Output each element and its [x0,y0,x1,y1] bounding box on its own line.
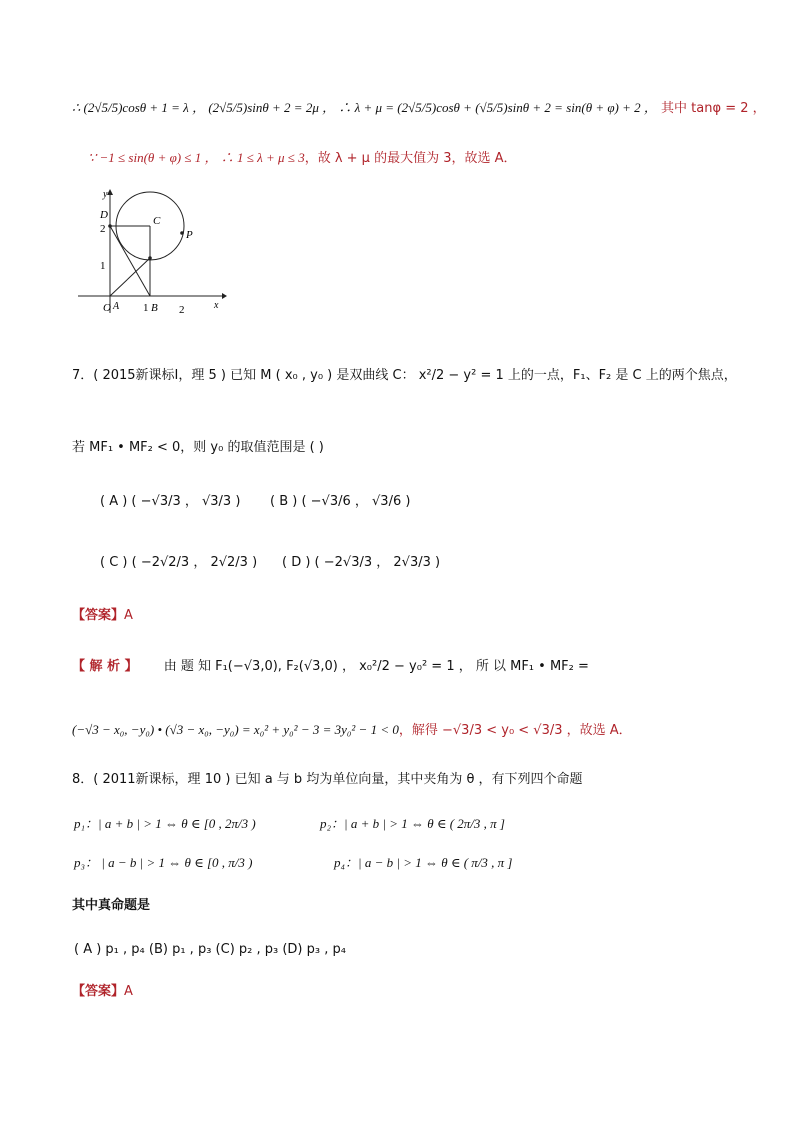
q7-analysis-line2: (−√3 − x₀, −y₀) • (√3 − x₀, −y₀) = x₀² + y₀² − 3 = 3y₀² − 1 < 0，解得 −√3/3 < y₀ < √3/3 ，故选 A． [72,722,632,738]
q8-options: ( A ) p₁ , p₄ (B) p₁ , p₃ (C) p₂ , p₃ (D) p₃ , p₄ [74,942,346,957]
q7-stem2: 若 MF₁ • MF₂ < 0，则 y₀ 的取值范围是 ( ) [72,440,324,455]
q7-answer: 【答案】A [72,608,133,623]
q8-answer: 【答案】A [72,984,133,999]
q8-stem: 8．( 2011新课标，理 10 ) 已知 a 与 b 均为单位向量，其中夹角为 θ ，有下列四个命题 [72,772,583,787]
fig-label-y: y [103,189,108,200]
q8-p1: p₁：| a + b | > 1 ⇔ θ ∈ [0 , 2π/3 ) [74,816,256,831]
q7-stem1: 7．( 2015新课标I，理 5 ) 已知 M ( x₀ , y₀ ) 是双曲线 C： x²/2 − y² = 1 上的一点，F₁、F₂ 是 C 上的两个焦点， [72,368,737,383]
q8-p4: p₄：| a − b | > 1 ⇔ θ ∈ ( π/3 , π ] [334,855,513,870]
q6-figure [70,185,230,320]
fig-label-O: O [103,302,111,314]
fig-label-2: 2 [100,223,106,235]
q7-analysis-line1: 【 解 析 】 由 题 知 F₁(−√3,0), F₂(√3,0) ， x₀²/2 − y₀² = 1 ， 所 以 MF₁ • MF₂ = [72,659,589,674]
q6-line1-tail: 其中 tanφ = 2 ， [661,101,766,116]
q7-option-b: ( B ) ( −√3/6 ， √3/6 ) [270,494,411,509]
q7-option-c: ( C ) ( −2√2/3 ， 2√2/3 ) [100,555,258,570]
q7-option-a: ( A ) ( −√3/3 ， √3/3 ) [100,494,241,509]
fig-label-B: B [151,302,158,314]
fig-label-2x: 2 [179,304,185,316]
q6-line1: ∴ (2√5/5)cosθ + 1 = λ ， (2√5/5)sinθ + 2 = 2μ ， ∴ λ + μ = (2√5/5)cosθ + (√5/5)sinθ + 2 = sin(θ + φ) + 2 ， 其中 tanφ = 2 ， [72,100,766,116]
fig-label-P: P [186,229,193,241]
q8-p3: p₃： | a − b | > 1 ⇔ θ ∈ [0 , π/3 ) [74,855,253,870]
q8-question: 其中真命题是 [72,898,151,913]
fig-label-A: A [113,301,120,312]
q6-line2: ∵ −1 ≤ sin(θ + φ) ≤ 1 ， ∴ 1 ≤ λ + μ ≤ 3，故 λ + μ 的最大值为 3，故选 A． [88,150,517,166]
q7-option-d: ( D ) ( −2√3/3 ， 2√3/3 ) [282,555,441,570]
fig-label-1x: 1 [143,302,149,314]
fig-label-1: 1 [100,260,106,272]
fig-label-x: x [214,300,219,311]
q8-p2: p₂：| a + b | > 1 ⇔ θ ∈ ( 2π/3 , π ] [320,816,505,831]
fig-label-D: D [100,209,108,221]
fig-label-C: C [153,215,161,227]
